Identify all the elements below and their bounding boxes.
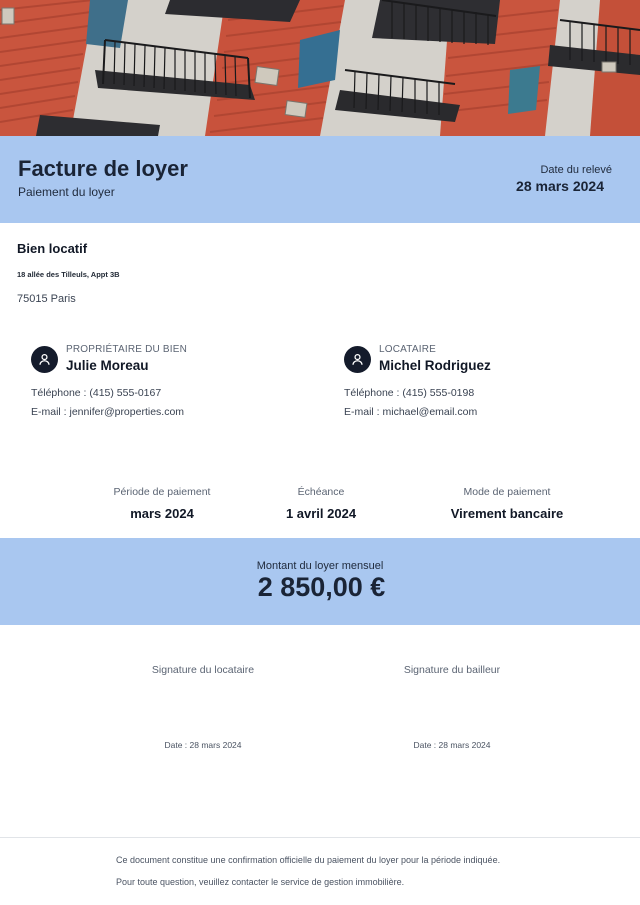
payment-method-value: Virement bancaire [450, 506, 564, 521]
property-address-line1: 18 allée des Tilleuls, Appt 3B [17, 270, 120, 279]
tenant-signature [128, 664, 278, 750]
tenant-avatar [344, 346, 371, 373]
owner-role: PROPRIÉTAIRE DU BIEN [66, 344, 188, 355]
user-icon [351, 353, 364, 366]
payment-method [440, 486, 574, 521]
statement-date-value: 28 mars 2024 [516, 178, 604, 194]
rent-amount-label: Montant du loyer mensuel [256, 560, 384, 572]
rent-amount-value: 2 850,00 € [257, 572, 386, 602]
footer [116, 855, 500, 887]
user-icon [38, 353, 51, 366]
rent-amount-band [0, 538, 640, 625]
footer-note-1: Ce document constitue une confirmation officielle du paiement du loyer pour la période indiquée. [116, 855, 501, 865]
landlord-signature [377, 664, 527, 750]
landlord-signature-label: Signature du bailleur [403, 664, 501, 676]
payment-method-label: Mode de paiement [463, 486, 551, 498]
property-title: Bien locatif [17, 241, 88, 256]
page-subtitle: Paiement du loyer [18, 185, 115, 199]
tenant-name: Michel Rodriguez [379, 358, 491, 373]
tenant-signature-date: Date : 28 mars 2024 [164, 740, 242, 750]
owner-phone: Téléphone : (415) 555-0167 [31, 387, 162, 399]
tenant-role: LOCATAIRE [379, 344, 436, 355]
tenant-phone: Téléphone : (415) 555-0198 [344, 387, 475, 399]
owner-name: Julie Moreau [66, 358, 149, 373]
footer-divider [0, 837, 640, 838]
footer-note-2: Pour toute question, veuillez contacter le service de gestion immobilière. [116, 877, 405, 887]
due-date-value: 1 avril 2024 [285, 506, 357, 521]
tenant-signature-label: Signature du locataire [151, 664, 255, 676]
payment-period [112, 486, 212, 521]
owner-avatar [31, 346, 58, 373]
due-date-label: Échéance [297, 486, 345, 498]
tenant-email: E-mail : michael@email.com [344, 406, 478, 418]
payment-period-value: mars 2024 [130, 506, 194, 521]
building-photo [0, 0, 640, 136]
owner-email: E-mail : jennifer@properties.com [31, 406, 185, 418]
landlord-signature-date: Date : 28 mars 2024 [413, 740, 491, 750]
payment-period-label: Période de paiement [113, 486, 211, 498]
statement-date-label: Date du relevé [540, 164, 612, 176]
due-date [266, 486, 376, 521]
invoice-header [0, 136, 640, 223]
page-title: Facture de loyer [18, 156, 188, 181]
property-address-line2: 75015 Paris [17, 293, 76, 305]
property-section [17, 241, 120, 305]
